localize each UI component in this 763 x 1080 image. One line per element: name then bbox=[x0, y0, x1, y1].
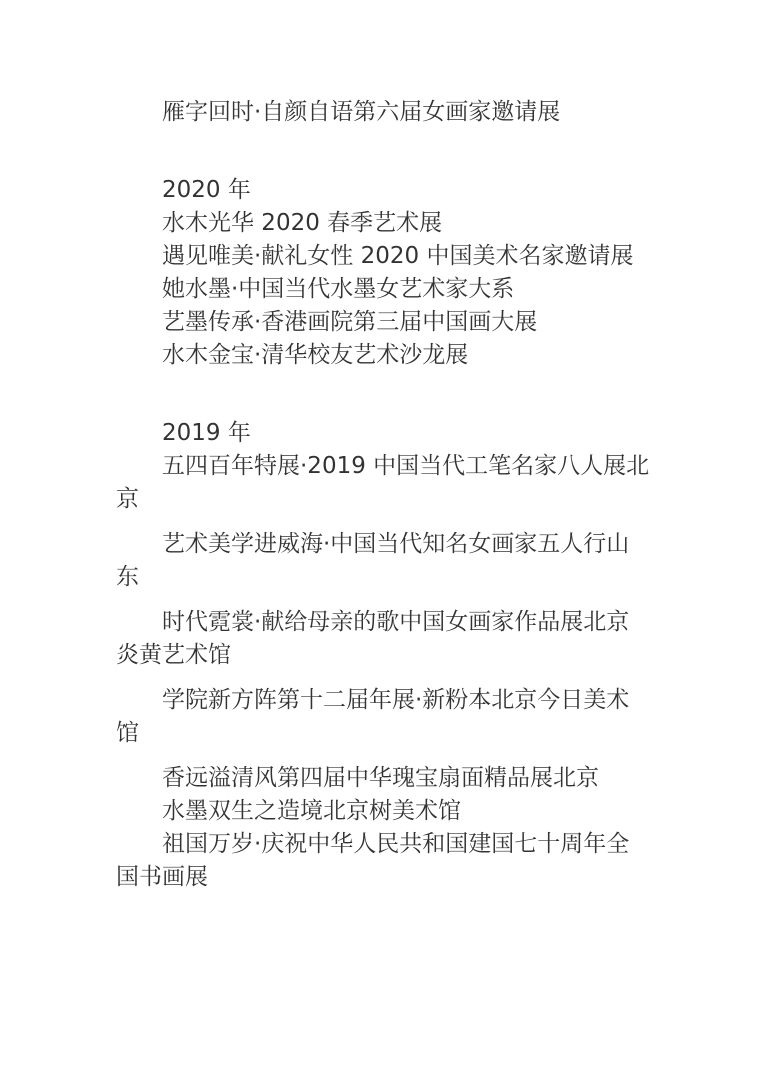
exhibition-entry: 祖国万岁·庆祝中华人民共和国建国七十周年全 bbox=[162, 831, 630, 857]
entry-spacer bbox=[116, 750, 656, 762]
exhibition-entry: 艺术美学进威海·中国当代知名女画家五人行山 bbox=[162, 531, 630, 557]
section-spacer bbox=[116, 129, 656, 174]
year-section-2020 bbox=[116, 174, 656, 372]
exhibition-entry: 遇见唯美·献礼女性 2020 中国美术名家邀请展 bbox=[162, 243, 634, 269]
exhibition-entry-continuation: 馆 bbox=[116, 720, 139, 746]
exhibition-entry: 艺墨传承·香港画院第三届中国画大展 bbox=[162, 309, 538, 335]
exhibition-entry-continuation: 京 bbox=[116, 486, 139, 512]
exhibition-entry-continuation: 国书画展 bbox=[116, 864, 208, 890]
exhibition-entry: 水木光华 2020 春季艺术展 bbox=[162, 210, 443, 236]
exhibition-entry: 香远溢清风第四届中华瑰宝扇面精品展北京 bbox=[162, 765, 599, 791]
exhibition-entry: 水墨双生之造境北京树美术馆 bbox=[162, 798, 461, 824]
exhibition-entry: 时代霓裳·献给母亲的歌中国女画家作品展北京 bbox=[162, 609, 630, 635]
exhibition-entry: 五四百年特展·2019 中国当代工笔名家八人展北 bbox=[162, 453, 650, 479]
exhibition-entry: 学院新方阵第十二届年展·新粉本北京今日美术 bbox=[162, 687, 630, 713]
exhibition-entry-continuation: 东 bbox=[116, 564, 139, 590]
exhibition-entry: 她水墨·中国当代水墨女艺术家大系 bbox=[162, 276, 515, 302]
exhibition-entry: 雁字回时·自颜自语第六届女画家邀请展 bbox=[162, 99, 561, 125]
year-heading: 2020 年 bbox=[162, 177, 251, 203]
year-section-2019 bbox=[116, 417, 656, 894]
exhibition-entry: 水木金宝·清华校友艺术沙龙展 bbox=[162, 342, 469, 368]
entry-spacer bbox=[116, 594, 656, 606]
section-spacer bbox=[116, 372, 656, 417]
year-heading: 2019 年 bbox=[162, 420, 251, 446]
entry-spacer bbox=[116, 516, 656, 528]
document-page bbox=[116, 96, 656, 894]
exhibition-entry-continuation: 炎黄艺术馆 bbox=[116, 642, 231, 668]
entry-spacer bbox=[116, 672, 656, 684]
